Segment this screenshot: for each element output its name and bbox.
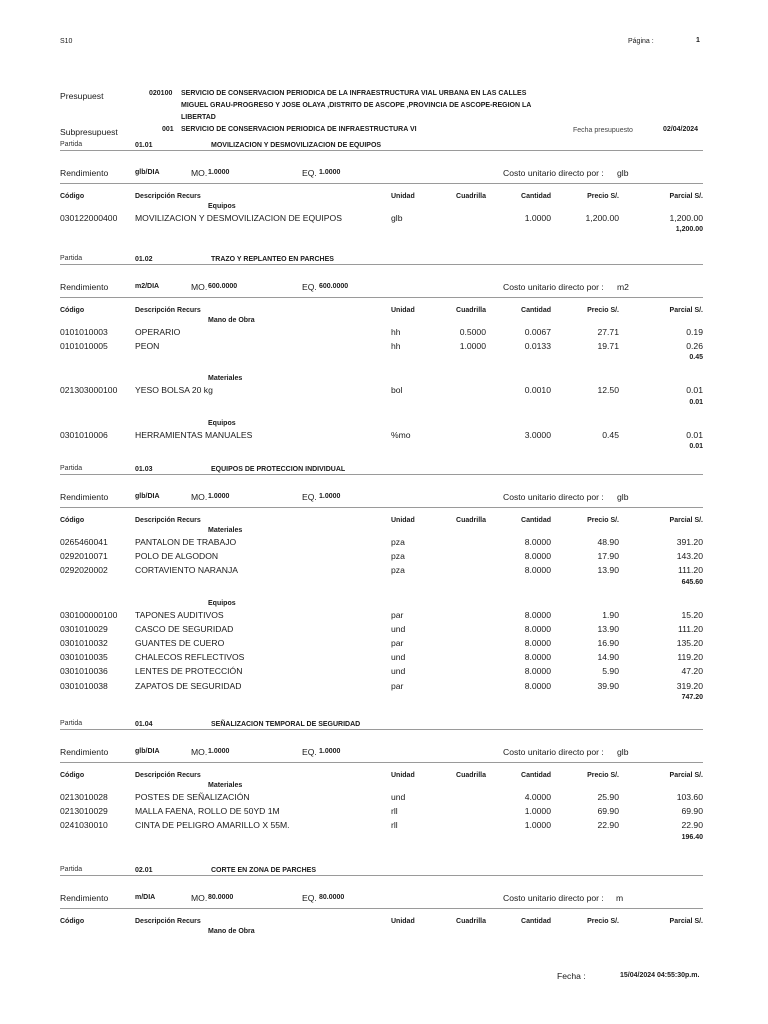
rendimiento-label: Rendimiento	[60, 893, 109, 903]
unidad-cell: und	[391, 652, 406, 663]
col-header-descripcion: Descripción Recurs	[135, 517, 201, 524]
unidad-cell: glb	[391, 213, 403, 223]
descripcion-cell: CHALECOS REFLECTIVOS	[135, 652, 245, 663]
codigo-cell: 0292020002	[60, 565, 108, 576]
group-heading: Equipos	[208, 203, 236, 210]
rendimiento-label: Rendimiento	[60, 168, 109, 178]
col-header-codigo: Código	[60, 517, 85, 524]
col-header-cantidad: Cantidad	[521, 517, 551, 524]
parcial-cell: 143.20	[676, 551, 703, 562]
descripcion-cell: CORTAVIENTO NARANJA	[135, 565, 238, 576]
mo-value: 80.0000	[208, 894, 234, 901]
parcial-cell: 135.20	[676, 638, 703, 648]
group-heading: Equipos	[208, 599, 236, 607]
col-header-parcial: Parcial S/.	[669, 772, 703, 779]
descripcion-cell: CASCO DE SEGURIDAD	[135, 623, 234, 634]
costo-unitario-label: Costo unitario directo por :	[503, 747, 604, 757]
presupuesto-code: 020100	[149, 90, 173, 97]
col-header-cantidad: Cantidad	[521, 193, 551, 200]
costo-unitario-unit: glb	[617, 168, 629, 178]
precio-cell: 25.90	[597, 792, 619, 802]
parcial-cell: 22.90	[681, 820, 703, 831]
mo-value: 1.0000	[208, 169, 230, 176]
mo-value: 600.0000	[208, 283, 238, 290]
table-row	[60, 327, 703, 339]
group-heading: Equipos	[208, 419, 236, 427]
codigo-cell: 0301010029	[60, 623, 108, 634]
parcial-cell: 319.20	[676, 680, 703, 691]
rendimiento-separator	[60, 908, 703, 909]
partida-label: Partida	[60, 141, 83, 148]
group-heading: Materiales	[208, 375, 243, 383]
col-header-cuadrilla: Cuadrilla	[456, 918, 486, 925]
cantidad-cell: 8.0000	[524, 565, 551, 576]
parcial-cell: 15.20	[681, 609, 703, 620]
descripcion-cell: GUANTES DE CUERO	[135, 638, 225, 648]
footer-fecha-label: Fecha :	[557, 971, 586, 981]
mo-label: MO.	[191, 492, 208, 502]
parcial-cell: 47.20	[681, 666, 703, 677]
descripcion-cell: POSTES DE SEÑALIZACIÓN	[135, 792, 250, 802]
precio-cell: 39.90	[597, 680, 619, 691]
presupuesto-label: Presupuest	[60, 91, 104, 101]
partida-title: CORTE EN ZONA DE PARCHES	[211, 867, 317, 874]
partida-code: 01.03	[135, 466, 153, 473]
table-row	[60, 652, 703, 664]
costo-unitario-unit: m2	[617, 282, 629, 292]
codigo-cell: 0241030010	[60, 820, 108, 831]
codigo-cell: 0301010006	[60, 429, 108, 440]
precio-cell: 27.71	[597, 327, 619, 337]
parcial-cell: 1,200.00	[669, 213, 703, 223]
col-header-cantidad: Cantidad	[521, 307, 551, 314]
cantidad-cell: 8.0000	[524, 652, 551, 663]
table-row	[60, 638, 703, 650]
cuadrilla-cell: 1.0000	[459, 341, 486, 352]
descripcion-cell: HERRAMIENTAS MANUALES	[135, 429, 253, 440]
col-header-cantidad: Cantidad	[521, 918, 551, 925]
precio-cell: 16.90	[597, 638, 619, 648]
fecha-presupuesto-value: 02/04/2024	[663, 126, 699, 133]
subpresupuesto-code: 001	[162, 126, 174, 133]
unidad-cell: und	[391, 623, 406, 634]
table-row	[60, 551, 703, 563]
report-code: S10	[60, 38, 73, 45]
presupuesto-desc-line1: SERVICIO DE CONSERVACION PERIODICA DE LA INFRAESTRUCTURA VIAL URBANA EN LAS CALLES	[181, 90, 527, 97]
rendimiento-unit: m2/DIA	[135, 283, 160, 290]
table-row	[60, 666, 703, 678]
rendimiento-label: Rendimiento	[60, 492, 109, 502]
col-header-precio: Precio S/.	[587, 517, 619, 524]
descripcion-cell: TAPONES AUDITIVOS	[135, 609, 224, 620]
precio-cell: 1.90	[602, 609, 619, 620]
eq-label: EQ.	[302, 168, 317, 178]
partida-separator	[60, 875, 703, 876]
parcial-cell: 0.01	[686, 429, 703, 440]
col-header-descripcion: Descripción Recurs	[135, 193, 201, 200]
partida-code: 01.01	[135, 142, 153, 149]
cantidad-cell: 8.0000	[524, 537, 551, 547]
precio-cell: 1,200.00	[585, 213, 619, 223]
mo-label: MO.	[191, 893, 208, 903]
codigo-cell: 0213010028	[60, 792, 108, 802]
col-header-unidad: Unidad	[391, 918, 415, 925]
eq-label: EQ.	[302, 282, 317, 292]
group-subtotal: 1,200.00	[675, 226, 703, 234]
table-row	[60, 341, 703, 353]
precio-cell: 13.90	[597, 623, 619, 634]
partida-code: 02.01	[135, 867, 153, 874]
costo-unitario-label: Costo unitario directo por :	[503, 168, 604, 178]
codigo-cell: 0101010003	[60, 327, 108, 337]
unidad-cell: pza	[391, 551, 405, 562]
descripcion-cell: OPERARIO	[135, 327, 181, 337]
cantidad-cell: 8.0000	[524, 680, 551, 691]
mo-value: 1.0000	[208, 493, 230, 500]
col-header-parcial: Parcial S/.	[669, 517, 703, 524]
fecha-presupuesto-label: Fecha presupuesto	[573, 127, 633, 134]
col-header-precio: Precio S/.	[587, 772, 619, 779]
group-subtotal: 0.01	[689, 442, 703, 450]
col-header-precio: Precio S/.	[587, 918, 619, 925]
unidad-cell: rll	[391, 806, 398, 817]
cantidad-cell: 0.0067	[524, 327, 551, 337]
eq-value: 1.0000	[319, 493, 341, 500]
col-header-unidad: Unidad	[391, 307, 415, 314]
table-row	[60, 624, 703, 636]
cuadrilla-cell: 0.5000	[459, 327, 486, 337]
parcial-cell: 103.60	[676, 792, 703, 802]
partida-title: MOVILIZACION Y DESMOVILIZACION DE EQUIPOS	[211, 142, 382, 149]
partida-title: EQUIPOS DE PROTECCION INDIVIDUAL	[211, 466, 346, 473]
col-header-parcial: Parcial S/.	[669, 193, 703, 200]
codigo-cell: 0301010032	[60, 638, 108, 648]
partida-separator	[60, 729, 703, 730]
costo-unitario-label: Costo unitario directo por :	[503, 282, 604, 292]
costo-unitario-label: Costo unitario directo por :	[503, 893, 604, 903]
codigo-cell: 0292010071	[60, 551, 108, 562]
partida-separator	[60, 264, 703, 265]
descripcion-cell: YESO BOLSA 20 kg	[135, 385, 213, 396]
group-subtotal: 747.20	[681, 693, 703, 701]
descripcion-cell: MOVILIZACION Y DESMOVILIZACION DE EQUIPOS	[135, 213, 342, 223]
parcial-cell: 111.20	[677, 623, 703, 634]
subpresupuesto-desc: SERVICIO DE CONSERVACION PERIODICA DE INFRAESTRUCTURA VI	[181, 126, 417, 133]
table-row	[60, 565, 703, 577]
parcial-cell: 0.19	[686, 327, 703, 337]
table-row	[60, 213, 703, 225]
eq-value: 80.0000	[319, 894, 345, 901]
cantidad-cell: 0.0133	[524, 341, 551, 352]
col-header-precio: Precio S/.	[587, 307, 619, 314]
group-subtotal: 0.01	[689, 398, 703, 406]
partida-label: Partida	[60, 255, 83, 262]
parcial-cell: 111.20	[677, 565, 703, 576]
col-header-unidad: Unidad	[391, 517, 415, 524]
col-header-unidad: Unidad	[391, 772, 415, 779]
group-heading: Mano de Obra	[208, 928, 255, 935]
precio-cell: 19.71	[597, 341, 619, 352]
cantidad-cell: 3.0000	[524, 429, 551, 440]
partida-label: Partida	[60, 866, 83, 873]
table-row	[60, 681, 703, 693]
precio-cell: 0.45	[602, 429, 619, 440]
partida-code: 01.02	[135, 256, 153, 263]
cantidad-cell: 8.0000	[524, 638, 551, 648]
col-header-descripcion: Descripción Recurs	[135, 918, 201, 925]
table-row	[60, 806, 703, 818]
mo-label: MO.	[191, 282, 208, 292]
partida-label: Partida	[60, 720, 83, 727]
rendimiento-separator	[60, 297, 703, 298]
precio-cell: 14.90	[597, 652, 619, 663]
unidad-cell: pza	[391, 537, 405, 547]
group-heading: Materiales	[208, 782, 243, 789]
rendimiento-unit: glb/DIA	[135, 748, 160, 755]
table-row	[60, 537, 703, 549]
table-row	[60, 430, 703, 442]
parcial-cell: 0.26	[686, 341, 703, 352]
page-label: Página :	[628, 38, 654, 45]
unidad-cell: pza	[391, 565, 405, 576]
cantidad-cell: 1.0000	[524, 213, 551, 223]
col-header-descripcion: Descripción Recurs	[135, 307, 201, 314]
presupuesto-desc-line3: LIBERTAD	[181, 114, 216, 121]
unidad-cell: par	[391, 638, 404, 648]
col-header-codigo: Código	[60, 193, 85, 200]
col-header-cuadrilla: Cuadrilla	[456, 517, 486, 524]
rendimiento-unit: glb/DIA	[135, 169, 160, 176]
table-row	[60, 820, 703, 832]
descripcion-cell: PANTALON DE TRABAJO	[135, 537, 237, 547]
group-heading: Mano de Obra	[208, 317, 255, 324]
cantidad-cell: 4.0000	[524, 792, 551, 802]
unidad-cell: und	[391, 666, 406, 677]
eq-label: EQ.	[302, 893, 317, 903]
col-header-unidad: Unidad	[391, 193, 415, 200]
codigo-cell: 0301010035	[60, 652, 108, 663]
codigo-cell: 0213010029	[60, 806, 108, 817]
col-header-cuadrilla: Cuadrilla	[456, 307, 486, 314]
rendimiento-separator	[60, 507, 703, 508]
costo-unitario-unit: glb	[617, 492, 629, 502]
costo-unitario-unit: m	[616, 893, 624, 903]
unidad-cell: hh	[391, 341, 401, 352]
eq-label: EQ.	[302, 492, 317, 502]
table-row	[60, 385, 703, 397]
precio-cell: 17.90	[597, 551, 619, 562]
unidad-cell: und	[391, 792, 406, 802]
codigo-cell: 0301010038	[60, 680, 108, 691]
col-header-codigo: Código	[60, 918, 85, 925]
costo-unitario-label: Costo unitario directo por :	[503, 492, 604, 502]
parcial-cell: 0.01	[686, 385, 703, 396]
codigo-cell: 021303000100	[60, 385, 118, 396]
unidad-cell: hh	[391, 327, 401, 337]
partida-label: Partida	[60, 465, 83, 472]
parcial-cell: 119.20	[677, 652, 703, 663]
group-subtotal: 0.45	[689, 354, 703, 362]
codigo-cell: 030100000100	[60, 609, 118, 620]
cantidad-cell: 8.0000	[524, 666, 551, 677]
parcial-cell: 391.20	[676, 537, 703, 547]
precio-cell: 22.90	[597, 820, 619, 831]
descripcion-cell: PEON	[135, 341, 160, 352]
unidad-cell: par	[391, 680, 404, 691]
col-header-codigo: Código	[60, 307, 85, 314]
col-header-cuadrilla: Cuadrilla	[456, 772, 486, 779]
unidad-cell: rll	[391, 820, 398, 831]
cantidad-cell: 1.0000	[524, 806, 551, 817]
cantidad-cell: 8.0000	[524, 609, 551, 620]
parcial-cell: 69.90	[681, 806, 703, 817]
cantidad-cell: 1.0000	[524, 820, 551, 831]
page-number: 1	[696, 37, 700, 44]
partida-code: 01.04	[135, 721, 153, 728]
rendimiento-label: Rendimiento	[60, 282, 109, 292]
codigo-cell: 0301010036	[60, 666, 108, 677]
precio-cell: 69.90	[597, 806, 619, 817]
partida-title: TRAZO Y REPLANTEO EN PARCHES	[211, 256, 334, 263]
rendimiento-separator	[60, 762, 703, 763]
descripcion-cell: MALLA FAENA, ROLLO DE 50YD 1M	[135, 806, 280, 817]
precio-cell: 12.50	[597, 385, 619, 396]
mo-label: MO.	[191, 168, 208, 178]
presupuesto-desc-line2: MIGUEL GRAU-PROGRESO Y JOSE OLAYA ,DISTRITO DE ASCOPE ,PROVINCIA DE ASCOPE-REGION LA	[181, 102, 532, 109]
codigo-cell: 030122000400	[60, 213, 118, 223]
table-row	[60, 792, 703, 804]
cantidad-cell: 8.0000	[524, 623, 551, 634]
descripcion-cell: CINTA DE PELIGRO AMARILLO X 55M.	[135, 820, 290, 831]
group-subtotal: 645.60	[681, 578, 703, 586]
table-row	[60, 610, 703, 622]
rendimiento-label: Rendimiento	[60, 747, 109, 757]
subpresupuesto-label: Subpresupuest	[60, 127, 118, 137]
col-header-cuadrilla: Cuadrilla	[456, 193, 486, 200]
precio-cell: 48.90	[597, 537, 619, 547]
cantidad-cell: 0.0010	[524, 385, 551, 396]
col-header-descripcion: Descripción Recurs	[135, 772, 201, 779]
col-header-parcial: Parcial S/.	[669, 918, 703, 925]
rendimiento-unit: glb/DIA	[135, 493, 160, 500]
col-header-parcial: Parcial S/.	[669, 307, 703, 314]
col-header-precio: Precio S/.	[587, 193, 619, 200]
group-subtotal: 196.40	[681, 833, 703, 841]
codigo-cell: 0265460041	[60, 537, 108, 547]
descripcion-cell: ZAPATOS DE SEGURIDAD	[135, 680, 242, 691]
rendimiento-separator	[60, 183, 703, 184]
group-heading: Materiales	[208, 527, 243, 534]
precio-cell: 5.90	[602, 666, 619, 677]
unidad-cell: %mo	[391, 429, 411, 440]
eq-label: EQ.	[302, 747, 317, 757]
descripcion-cell: LENTES DE PROTECCIÓN	[135, 666, 243, 677]
partida-separator	[60, 150, 703, 151]
rendimiento-unit: m/DIA	[135, 894, 156, 901]
mo-value: 1.0000	[208, 748, 230, 755]
costo-unitario-unit: glb	[617, 747, 629, 757]
descripcion-cell: POLO DE ALGODON	[135, 551, 219, 562]
col-header-cantidad: Cantidad	[521, 772, 551, 779]
cantidad-cell: 8.0000	[524, 551, 551, 562]
precio-cell: 13.90	[597, 565, 619, 576]
eq-value: 600.0000	[319, 283, 349, 290]
unidad-cell: bol	[391, 385, 403, 396]
footer-fecha-value: 15/04/2024 04:55:30p.m.	[620, 972, 700, 979]
partida-title: SEÑALIZACION TEMPORAL DE SEGURIDAD	[211, 721, 361, 728]
col-header-codigo: Código	[60, 772, 85, 779]
codigo-cell: 0101010005	[60, 341, 108, 352]
mo-label: MO.	[191, 747, 208, 757]
partida-separator	[60, 474, 703, 475]
unidad-cell: par	[391, 609, 404, 620]
eq-value: 1.0000	[319, 748, 341, 755]
eq-value: 1.0000	[319, 169, 341, 176]
